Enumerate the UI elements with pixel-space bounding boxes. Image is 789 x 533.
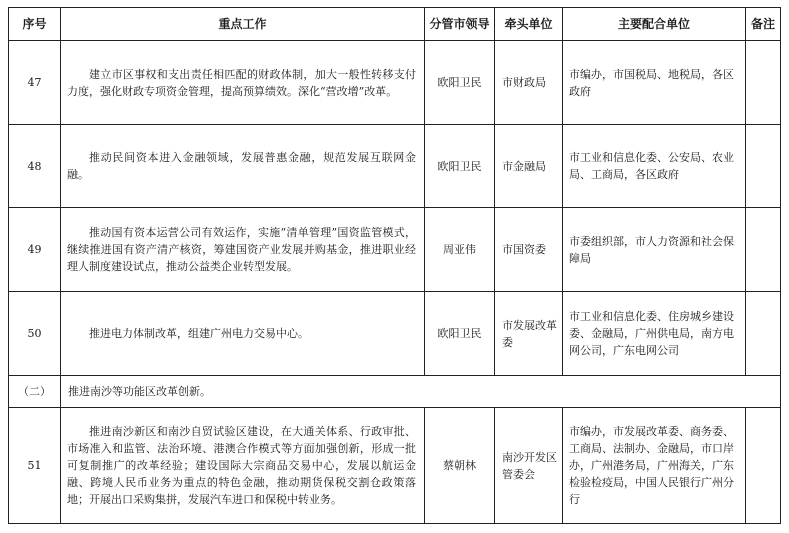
row-lead-unit: 南沙开发区管委会 <box>495 408 563 524</box>
row-leader: 欧阳卫民 <box>425 125 495 208</box>
row-no: 51 <box>9 408 61 524</box>
table-row <box>9 408 781 524</box>
row-coop-units: 市编办，市国税局、地税局，各区政府 <box>563 41 746 125</box>
header-no: 序号 <box>9 8 61 41</box>
row-no: 47 <box>9 41 61 125</box>
row-coop-units: 市编办，市发展改革委、商务委、工商局、法制办、金融局，市口岸办，广州港务局，广州海关，广东检验检疫局，中国人民银行广州分行 <box>563 408 746 524</box>
work-plan-table <box>8 7 781 524</box>
section-no: （二） <box>9 376 61 408</box>
row-task: 推进南沙新区和南沙自贸试验区建设，在大通关体系、行政审批、市场准入和监管、法治环境、港澳合作模式等方面加强创新，形成一批可复制推广的改革经验；建设国际大宗商品交易中心，发展以航运金融、跨境人民币业务为重点的特色金融，推动期货保税交割仓政策落地；开展出口采购集拼，发展汽车进口和保税中转业务。 <box>61 408 425 524</box>
header-lead-unit: 牵头单位 <box>495 8 563 41</box>
row-no: 50 <box>9 292 61 376</box>
row-task: 推动民间资本进入金融领域，发展普惠金融，规范发展互联网金融。 <box>61 125 425 208</box>
row-notes <box>746 41 781 125</box>
row-leader: 蔡朝林 <box>425 408 495 524</box>
table-row <box>9 125 781 208</box>
row-notes <box>746 125 781 208</box>
row-no: 48 <box>9 125 61 208</box>
row-leader: 欧阳卫民 <box>425 292 495 376</box>
row-lead-unit: 市财政局 <box>495 41 563 125</box>
table-row <box>9 208 781 292</box>
row-coop-units: 市工业和信息化委、住房城乡建设委、金融局，广州供电局，南方电网公司，广东电网公司 <box>563 292 746 376</box>
header-coop-units: 主要配合单位 <box>563 8 746 41</box>
header-row <box>9 8 781 41</box>
row-lead-unit: 市国资委 <box>495 208 563 292</box>
row-lead-unit: 市发展改革委 <box>495 292 563 376</box>
section-title: 推进南沙等功能区改革创新。 <box>61 376 781 408</box>
row-coop-units: 市委组织部，市人力资源和社会保障局 <box>563 208 746 292</box>
row-lead-unit: 市金融局 <box>495 125 563 208</box>
row-coop-units: 市工业和信息化委、公安局、农业局、工商局，各区政府 <box>563 125 746 208</box>
section-row <box>9 376 781 408</box>
row-task: 推进电力体制改革，组建广州电力交易中心。 <box>61 292 425 376</box>
row-leader: 周亚伟 <box>425 208 495 292</box>
row-task: 推动国有资本运营公司有效运作，实施“清单管理”国资监管模式，继续推进国有资产清产核资，筹建国资产业发展并购基金，推进职业经理人制度建设试点，推动公益类企业转型发展。 <box>61 208 425 292</box>
row-leader: 欧阳卫民 <box>425 41 495 125</box>
row-no: 49 <box>9 208 61 292</box>
table-row <box>9 41 781 125</box>
header-task: 重点工作 <box>61 8 425 41</box>
table-row <box>9 292 781 376</box>
row-notes <box>746 208 781 292</box>
row-notes <box>746 408 781 524</box>
row-task: 建立市区事权和支出责任相匹配的财政体制，加大一般性转移支付力度，强化财政专项资金管理，提高预算绩效。深化“营改增”改革。 <box>61 41 425 125</box>
header-notes: 备注 <box>746 8 781 41</box>
row-notes <box>746 292 781 376</box>
header-leader: 分管市领导 <box>425 8 495 41</box>
